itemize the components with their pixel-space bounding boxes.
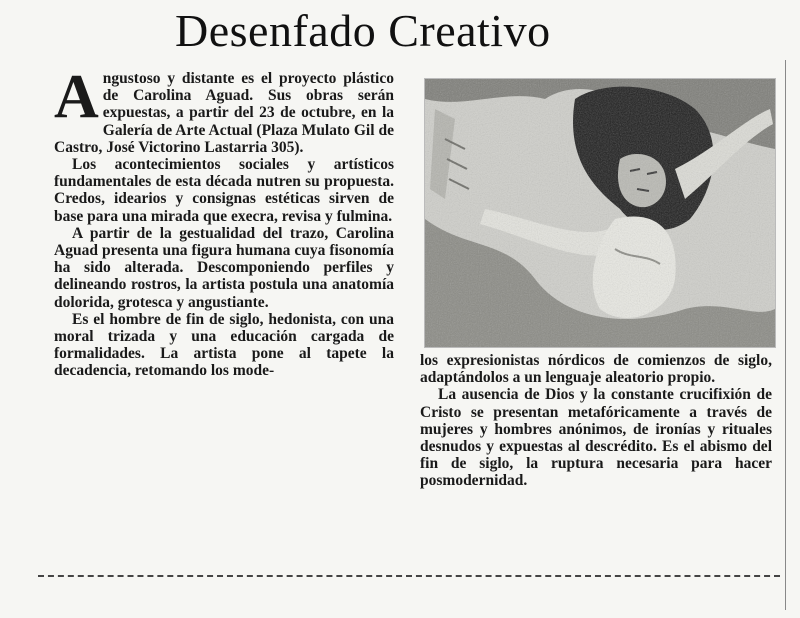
left-column (54, 63, 395, 380)
p1-text-1: ngustoso y distante es el proyecto plástico de (102, 70, 394, 105)
p1-text-2: . Sus obras serán expuestas, a partir del 23 de octubre, en la (102, 87, 395, 122)
bottom-rule (38, 575, 780, 577)
paragraph-3: A partir de la gestualidad del trazo, Carolina Aguad presenta una figura humana cuya fisonomía ha sido alterada. Descomponiendo perfiles y delineando rostros, la artista postula una anatomía dolorida, grotesca y angustiante. (54, 224, 394, 311)
drop-cap: A (54, 63, 99, 131)
paragraph-5: los expresionistas nórdicos de comienzos de siglo, adaptándolos a un lenguaje aleatorio propio. (420, 352, 772, 387)
paragraph-4: Es el hombre de fin de siglo, hedonista, con una moral trizada y una educación cargada de formalidades. La artista pone al tapete la decadencia, retomando los mode- (54, 310, 394, 380)
artwork-image (425, 79, 775, 347)
article-title: Desenfado Creativo (175, 5, 551, 56)
artwork-photo (424, 78, 776, 348)
paragraph-6: La ausencia de Dios y la constante crucifixión de Cristo se presentan metafóricamente a través de mujeres y hombres anónimos, de ironías y rituales desnudos y expuestas al descrédito. Es el abismo del fin de siglo, la ruptura necesaria para hacer posmodernidad. (420, 386, 772, 490)
artist-name: Carolina Aguad (133, 87, 250, 105)
paragraph-1 (54, 63, 395, 156)
paragraph-2: Los acontecimientos sociales y artísticos fundamentales de esta década nutren su propuesta. Credos, idearios y consignas estéticas sirven de base para una mirada que execra, revisa y fulmina. (54, 156, 394, 225)
right-column (420, 352, 772, 490)
gallery-name: Galería de Arte Actual (102, 121, 253, 139)
p1-text-3: (Plaza Mulato Gil de Castro, José Victorino Lastarria 305). (54, 121, 395, 156)
right-border-line (785, 60, 786, 610)
